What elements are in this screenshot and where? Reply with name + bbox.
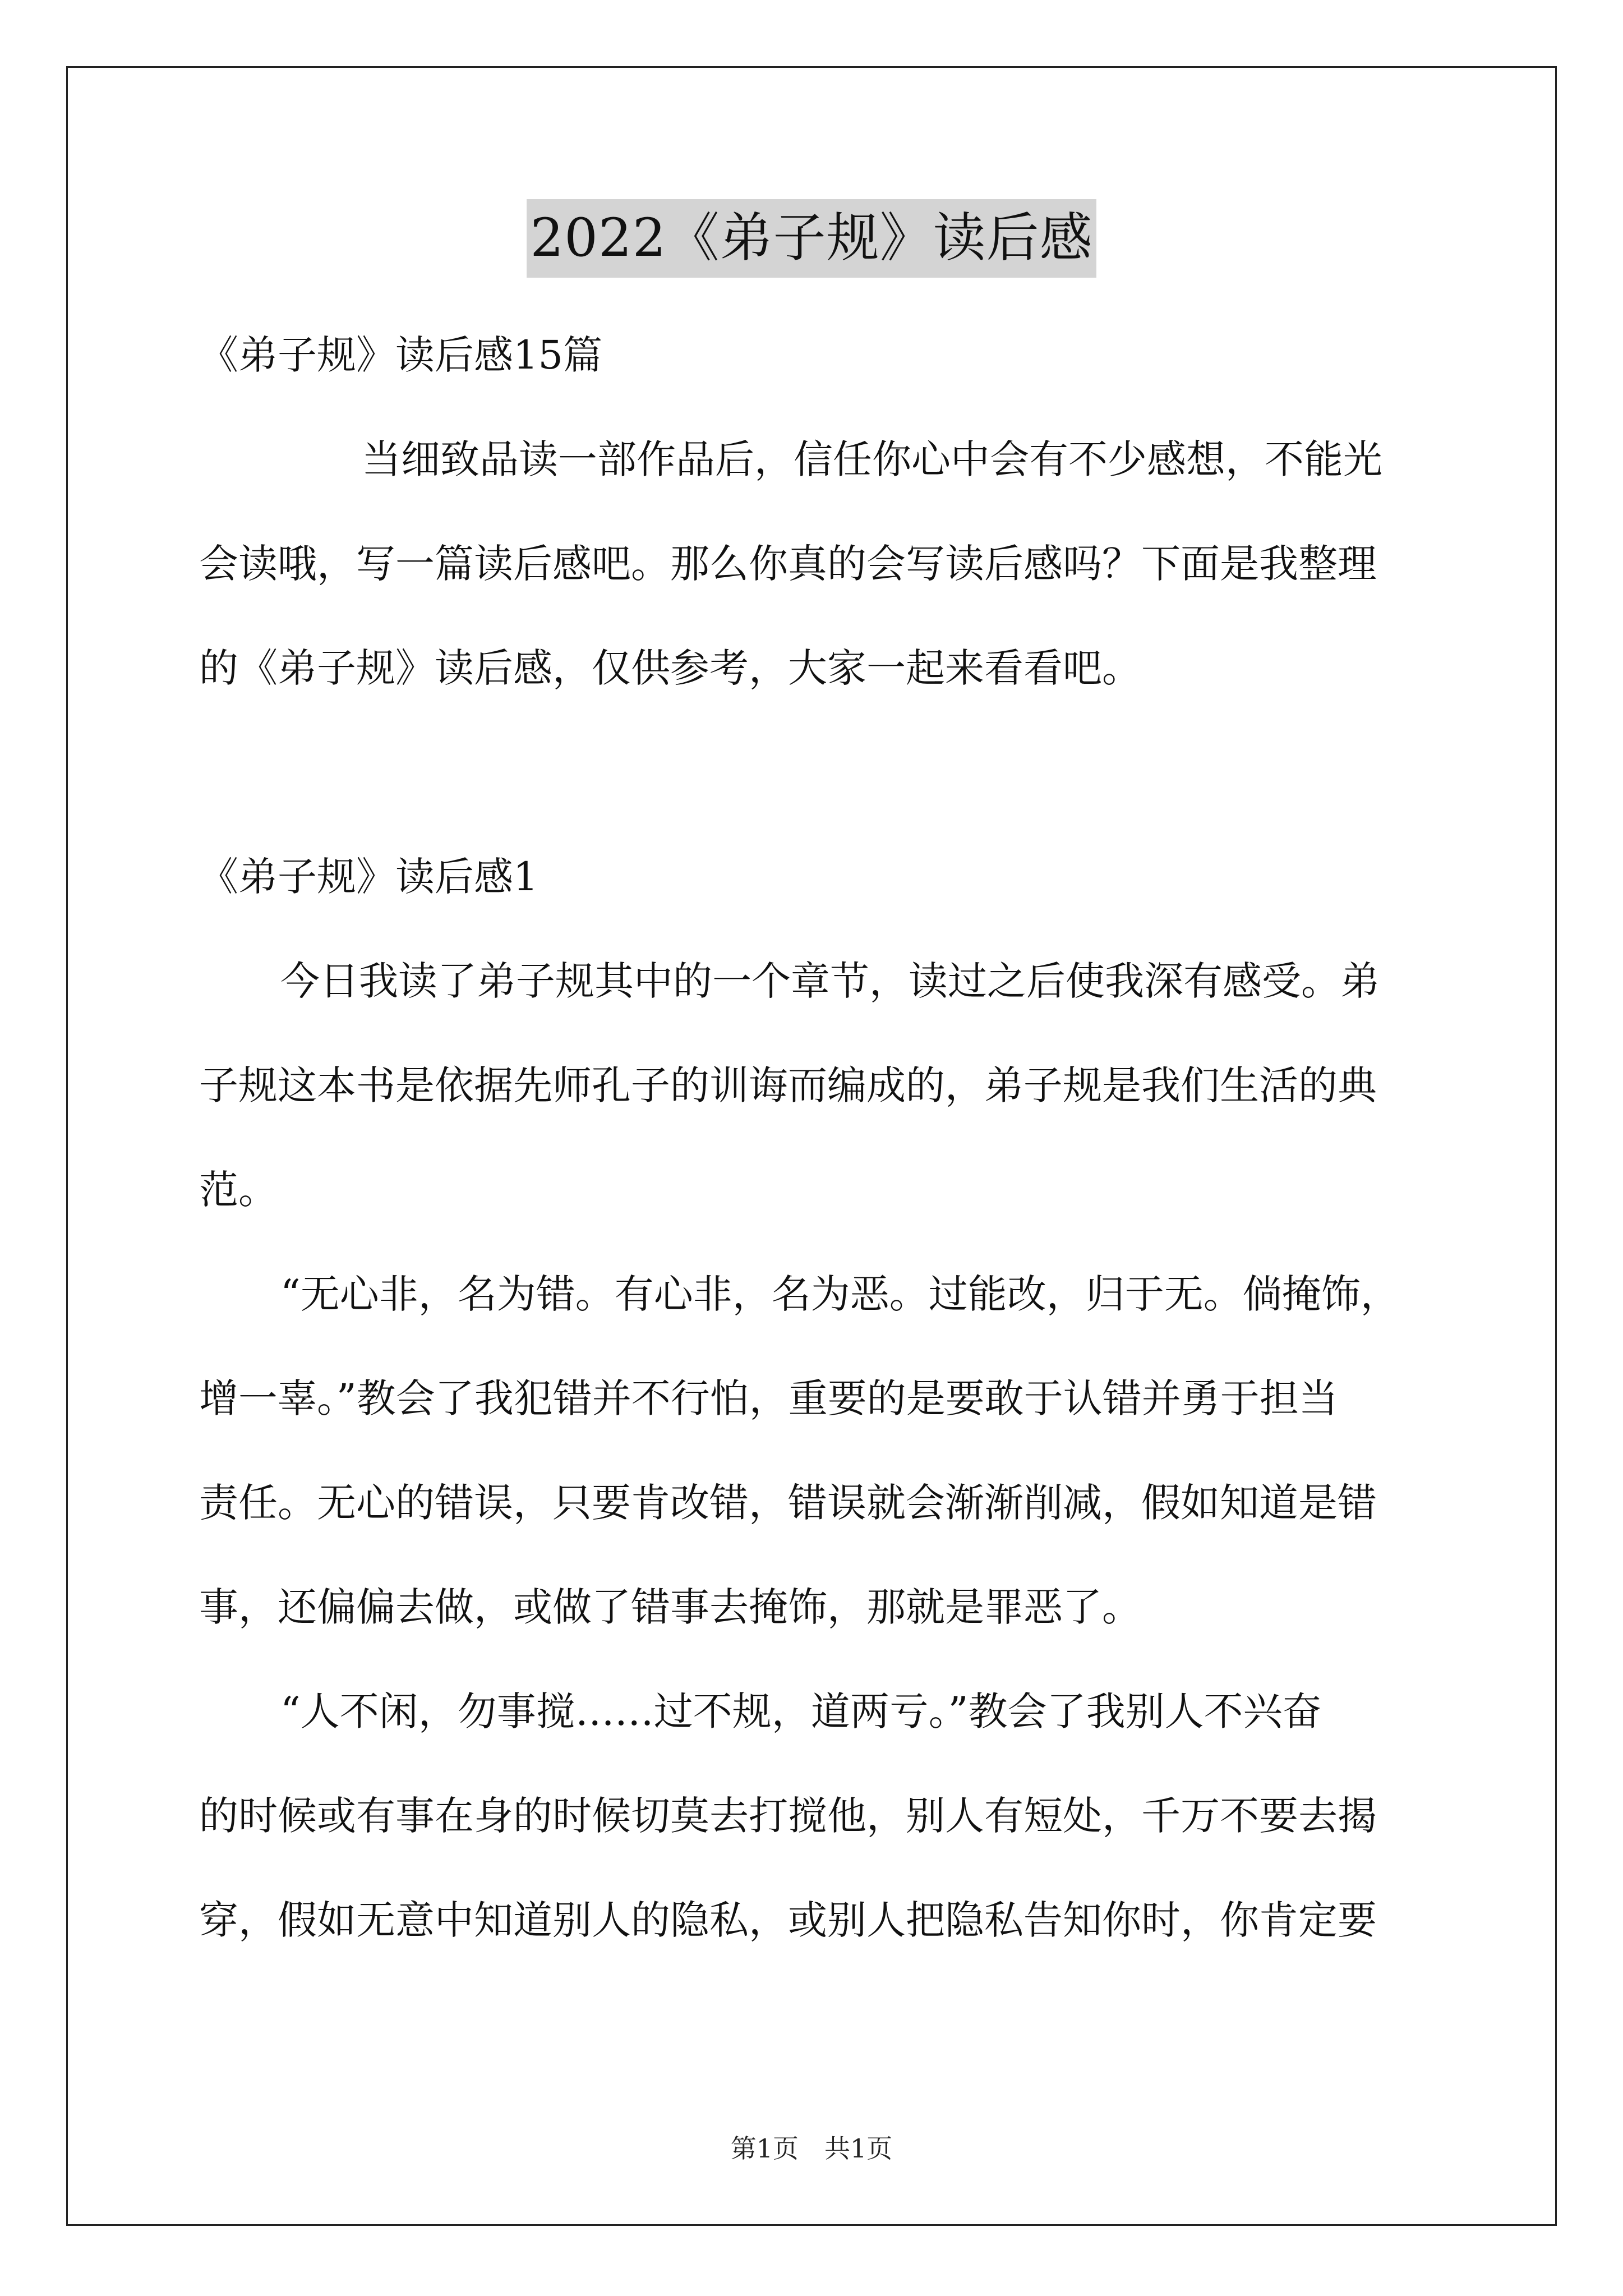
document-subtitle: 《弟子规》读后感15篇 xyxy=(199,332,603,378)
paragraph-line: 穿，假如无意中知道别人的隐私，或别人把隐私告知你时，你肯定要 xyxy=(199,1897,1377,1943)
intro-line: 会读哦，写一篇读后感吧。那么你真的会写读后感吗？下面是我整理 xyxy=(199,541,1377,587)
intro-line: 当细致品读一部作品后，信任你心中会有不少感想，不能光 xyxy=(362,436,1382,482)
document-title: 2022《弟子规》读后感 xyxy=(527,199,1096,278)
paragraph-line: 子规这本书是依据先师孔子的训诲而编成的，弟子规是我们生活的典 xyxy=(199,1062,1377,1108)
intro-line: 的《弟子规》读后感，仅供参考，大家一起来看看吧。 xyxy=(199,645,1141,691)
section-spacer xyxy=(199,720,1433,825)
paragraph-line: 范。 xyxy=(199,1167,278,1213)
page-footer: 第1页 共1页 xyxy=(730,2133,893,2164)
paragraph-line: 今日我读了弟子规其中的一个章节，读过之后使我深有感受。弟 xyxy=(280,958,1380,1004)
section-heading: 《弟子规》读后感1 xyxy=(199,854,538,900)
paragraph-line: 事，还偏偏去做，或做了错事去掩饰，那就是罪恶了。 xyxy=(199,1584,1141,1630)
paragraph-line: 责任。无心的错误，只要肯改错，错误就会渐渐削减，假如知道是错 xyxy=(199,1480,1377,1526)
paragraph-line: “无心非，名为错。有心非，名为恶。过能改，归于无。倘掩饰， xyxy=(280,1271,1400,1317)
title-area xyxy=(0,199,1623,278)
document-body xyxy=(199,303,1433,1972)
paragraph-line: “人不闲，勿事搅……过不规，道两亏。”教会了我别人不兴奋 xyxy=(280,1688,1322,1734)
paragraph-line: 的时候或有事在身的时候切莫去打搅他，别人有短处，千万不要去揭 xyxy=(199,1793,1377,1839)
paragraph-line: 增一辜。”教会了我犯错并不行怕，重要的是要敢于认错并勇于担当 xyxy=(199,1375,1338,1421)
